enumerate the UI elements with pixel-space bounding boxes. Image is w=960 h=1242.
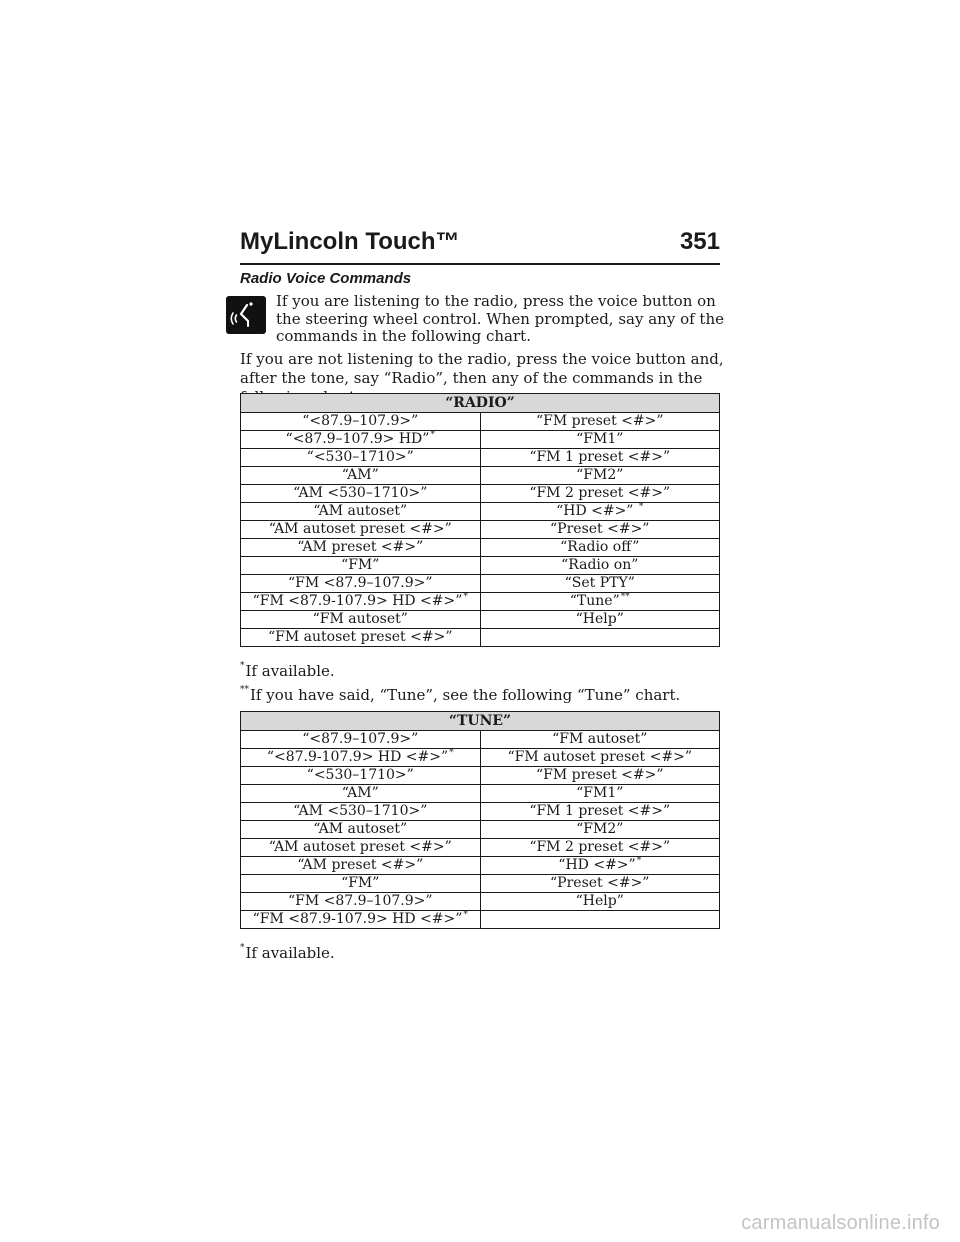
table-cell [480,575,720,593]
table-cell [480,557,720,575]
radio-table-title: “RADIO” [241,394,720,413]
table-cell [241,539,481,557]
section-heading: Radio Voice Commands [240,270,412,287]
command-text: “AM <530–1710>” [293,485,428,501]
table-cell [480,611,720,629]
table-cell [241,749,481,767]
table-cell [480,875,720,893]
footnote-mark: ** [620,592,630,602]
table-row [241,839,720,857]
command-text: “FM 2 preset <#>” [529,485,671,501]
table-cell [241,557,481,575]
footnote [240,944,335,962]
command-text: “AM autoset preset <#>” [268,839,452,855]
command-text: “AM autoset” [313,503,408,519]
table-cell [480,467,720,485]
command-text: “FM 1 preset <#>” [529,803,671,819]
table-cell [241,503,481,521]
command-text: “Preset <#>” [550,875,650,891]
table-cell [241,839,481,857]
table-cell [480,629,720,647]
command-text: “Preset <#>” [550,521,650,537]
table-row [241,629,720,647]
command-text: “FM <87.9-107.9> HD <#>” [252,593,463,609]
table-cell [480,839,720,857]
table-cell [480,593,720,611]
table-cell [241,431,481,449]
command-text: “Help” [575,611,624,627]
command-text: “AM” [341,785,379,801]
footnote-mark: * [449,748,454,758]
command-text: “FM1” [576,785,624,801]
command-text: “Help” [575,893,624,909]
table-cell [241,485,481,503]
table-cell [480,821,720,839]
table-cell [241,785,481,803]
command-text: “FM 1 preset <#>” [529,449,671,465]
table-row [241,485,720,503]
command-text: “FM1” [576,431,624,447]
command-text: “AM autoset preset <#>” [268,521,452,537]
table-cell [241,911,481,929]
command-text: “AM preset <#>” [297,857,424,873]
tune-commands-table [240,711,720,929]
command-text: “<87.9–107.9> HD” [285,431,430,447]
table-cell [480,767,720,785]
table-row [241,539,720,557]
table-cell [241,767,481,785]
command-text: “FM preset <#>” [536,413,664,429]
table-row [241,749,720,767]
command-text: “AM” [341,467,379,483]
command-text: “<87.9–107.9>” [302,413,419,429]
command-text: “Radio on” [561,557,639,573]
table-row [241,821,720,839]
command-text: “FM” [341,557,380,573]
table-cell [480,449,720,467]
table-cell [480,911,720,929]
table-row [241,467,720,485]
command-text: “FM preset <#>” [536,767,664,783]
command-text: “FM autoset preset <#>” [507,749,692,765]
watermark: carmanualsonline.info [741,1212,940,1234]
command-text: “FM <87.9–107.9>” [287,893,433,909]
footnote-mark: * [638,502,644,512]
command-text: “FM2” [576,821,624,837]
table-cell [241,413,481,431]
footnote-mark: * [463,910,468,920]
table-row [241,449,720,467]
command-text: “<87.9-107.9> HD <#>” [266,749,449,765]
footnote-mark: * [463,592,468,602]
table-row [241,857,720,875]
footnote-mark: * [240,661,245,671]
table-cell [241,875,481,893]
table-cell [480,521,720,539]
table-row [241,911,720,929]
table-cell [241,575,481,593]
table-row [241,767,720,785]
table-row [241,893,720,911]
footnote-mark: ** [240,685,249,695]
header-rule [240,263,720,265]
table-cell [480,503,720,521]
table-cell [241,467,481,485]
intro-paragraph: If you are listening to the radio, press the voice button on the steering wheel control. When prompted, say any of the commands in the following chart. [276,292,724,345]
command-text: “HD <#>” [556,503,638,519]
command-text: “AM preset <#>” [297,539,424,555]
table-row [241,731,720,749]
table-row [241,575,720,593]
command-text: “FM autoset” [312,611,408,627]
table-cell [480,413,720,431]
page-number: 351 [679,228,720,255]
table-cell [480,803,720,821]
table-row [241,611,720,629]
table-cell [241,629,481,647]
table-row [241,431,720,449]
command-text: “FM autoset preset <#>” [268,629,453,645]
table-cell [480,749,720,767]
command-text: “<530–1710>” [306,449,414,465]
command-text: “FM autoset” [552,731,648,747]
table-row [241,521,720,539]
footnote-text: If you have said, “Tune”, see the following “Tune” chart. [250,686,681,704]
footnote [240,686,680,704]
table-row [241,803,720,821]
table-row [241,875,720,893]
command-text: “HD <#>” [558,857,636,873]
command-text: “FM <87.9-107.9> HD <#>” [252,911,463,927]
table-cell [480,539,720,557]
command-text: “<530–1710>” [306,767,414,783]
voice-command-icon [226,296,266,334]
body-paragraph: If you are not listening to the radio, press the voice button and, after the tone, say “Radio”, then any of the commands in the [240,350,724,387]
footnote-mark: * [240,943,245,953]
table-row [241,593,720,611]
table-cell [480,785,720,803]
table-cell [480,485,720,503]
table-row [241,785,720,803]
tune-table-title: “TUNE” [241,712,720,731]
table-row [241,413,720,431]
table-cell [241,821,481,839]
table-cell [241,857,481,875]
table-cell [480,857,720,875]
footnote [240,662,335,680]
footnote-text: If available. [245,944,335,962]
footnote-text: If available. [245,662,335,680]
table-cell [241,593,481,611]
command-text: “Radio off” [560,539,640,555]
command-text: “Tune” [569,593,620,609]
table-cell [480,893,720,911]
command-text: “AM <530–1710>” [293,803,428,819]
table-cell [480,431,720,449]
command-text: “FM” [341,875,380,891]
footnote-mark: * [636,856,642,866]
command-text: “Set PTY” [564,575,635,591]
table-cell [241,731,481,749]
command-text: “FM 2 preset <#>” [529,839,671,855]
table-cell [241,893,481,911]
command-text: “FM2” [576,467,624,483]
command-text: “AM autoset” [313,821,408,837]
table-cell [241,803,481,821]
table-cell [480,731,720,749]
table-row [241,557,720,575]
radio-commands-table [240,393,720,647]
footnote-mark: * [430,430,435,440]
command-text: “<87.9–107.9>” [302,731,419,747]
command-text: “FM <87.9–107.9>” [287,575,433,591]
table-row [241,503,720,521]
table-cell [241,611,481,629]
table-cell [241,449,481,467]
page-title: MyLincoln Touch™ [240,228,460,255]
table-cell [241,521,481,539]
